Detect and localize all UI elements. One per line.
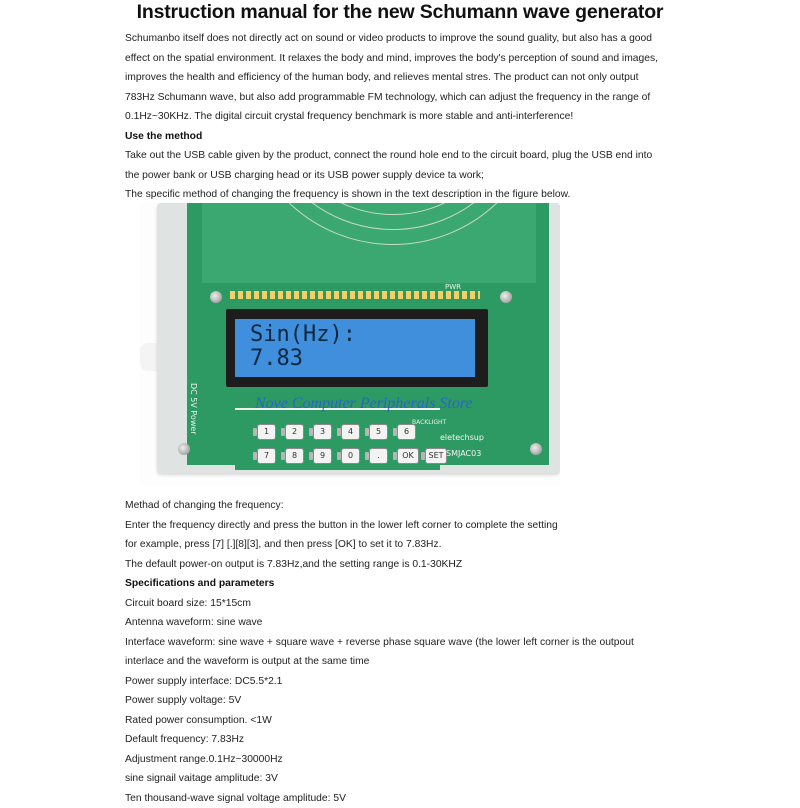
method-line: Methad of changing the frequency: bbox=[125, 496, 685, 516]
lcd-screen bbox=[235, 319, 475, 377]
dc-power-label: DC 5V Power bbox=[189, 383, 198, 435]
backlight-label: BACKLIGHT bbox=[412, 419, 446, 426]
spec-line: Circuit board size: 15*15cm bbox=[125, 594, 685, 614]
key-5[interactable]: 5 bbox=[369, 424, 388, 440]
use-line: the power bank or USB charging head or its USB power supply device ta work; bbox=[125, 166, 685, 186]
pwr-label: PWR bbox=[445, 283, 461, 291]
key-9[interactable]: 9 bbox=[313, 448, 332, 464]
use-method-heading: Use the method bbox=[125, 127, 685, 147]
specs-heading: Specifications and parameters bbox=[125, 574, 685, 594]
model-label: SMJAC03 bbox=[446, 449, 481, 458]
spec-line: Default frequency: 7.83Hz bbox=[125, 730, 685, 750]
screw-icon bbox=[210, 291, 222, 303]
spec-line: sine signail vaitage amplitude: 3V bbox=[125, 769, 685, 789]
intro-line: improves the health and efficiency of the human body, and relieves mental stres. The product can not only output bbox=[125, 68, 685, 88]
key-6[interactable]: 6 bbox=[397, 424, 416, 440]
spec-line: Interface waveform: sine wave + square wave + reverse phase square wave (the lower left corner is the outpout bbox=[125, 633, 685, 653]
intro-line: effect on the spatial environment. It relaxes the body and mind, improves the body's perception of sound and images, bbox=[125, 49, 685, 69]
intro-section bbox=[125, 29, 685, 205]
key-3[interactable]: 3 bbox=[313, 424, 332, 440]
method-line: Enter the frequency directly and press the button in the lower left corner to complete the setting bbox=[125, 516, 685, 536]
screw-icon bbox=[500, 291, 512, 303]
antenna-coil bbox=[202, 203, 536, 283]
spec-line: interlace and the waveform is output at the same time bbox=[125, 652, 685, 672]
pin-header bbox=[230, 291, 480, 299]
key-8[interactable]: 8 bbox=[285, 448, 304, 464]
page-title: Instruction manual for the new Schumann wave generator bbox=[0, 1, 800, 24]
intro-line: 783Hz Schumann wave, but also add programmable FM technology, which can adjust the frequency in the range of bbox=[125, 88, 685, 108]
key-2[interactable]: 2 bbox=[285, 424, 304, 440]
key-7[interactable]: 7 bbox=[257, 448, 276, 464]
intro-line: Schumanbo itself does not directly act on sound or video products to improve the sound guality, but also has a good bbox=[125, 29, 685, 49]
spec-line: Power supply interface: DC5.5*2.1 bbox=[125, 672, 685, 692]
method-section bbox=[125, 496, 685, 808]
spec-line: Power supply voltage: 5V bbox=[125, 691, 685, 711]
key-4[interactable]: 4 bbox=[341, 424, 360, 440]
method-line: The default power-on output is 7.83Hz,and the setting range is 0.1-30KHZ bbox=[125, 555, 685, 575]
keypad bbox=[235, 408, 440, 470]
product-photo bbox=[140, 203, 560, 485]
spec-line: Ten thousand-wave signal voltage amplitude: 5V bbox=[125, 789, 685, 808]
use-line: Take out the USB cable given by the product, connect the round hole end to the circuit board, plug the USB end into bbox=[125, 146, 685, 166]
brand-label: eletechsup bbox=[440, 433, 484, 442]
spec-line: Rated power consumption. <1W bbox=[125, 711, 685, 731]
lcd-line-2: 7.83 bbox=[250, 347, 475, 371]
key-ok[interactable]: OK bbox=[397, 448, 419, 464]
key-set[interactable]: SET bbox=[425, 448, 447, 464]
key-1[interactable]: 1 bbox=[257, 424, 276, 440]
use-line: The specific method of changing the frequency is shown in the text description in the figure below. bbox=[125, 185, 685, 205]
lcd-line-1: Sin(Hz): bbox=[250, 323, 475, 347]
screw-icon bbox=[530, 443, 542, 455]
method-line: for example, press [7] [.][8][3], and then press [OK] to set it to 7.83Hz. bbox=[125, 535, 685, 555]
store-watermark: Nove Computer Peripherals Store bbox=[255, 395, 473, 413]
key-0[interactable]: 0 bbox=[341, 448, 360, 464]
spec-line: Adjustment range.0.1Hz~30000Hz bbox=[125, 750, 685, 770]
key-dot[interactable]: . bbox=[369, 448, 388, 464]
screw-icon bbox=[178, 443, 190, 455]
spec-line: Antenna waveform: sine wave bbox=[125, 613, 685, 633]
intro-line: 0.1Hz~30KHz. The digital circuit crystal frequency benchmark is more stable and anti-interference! bbox=[125, 107, 685, 127]
